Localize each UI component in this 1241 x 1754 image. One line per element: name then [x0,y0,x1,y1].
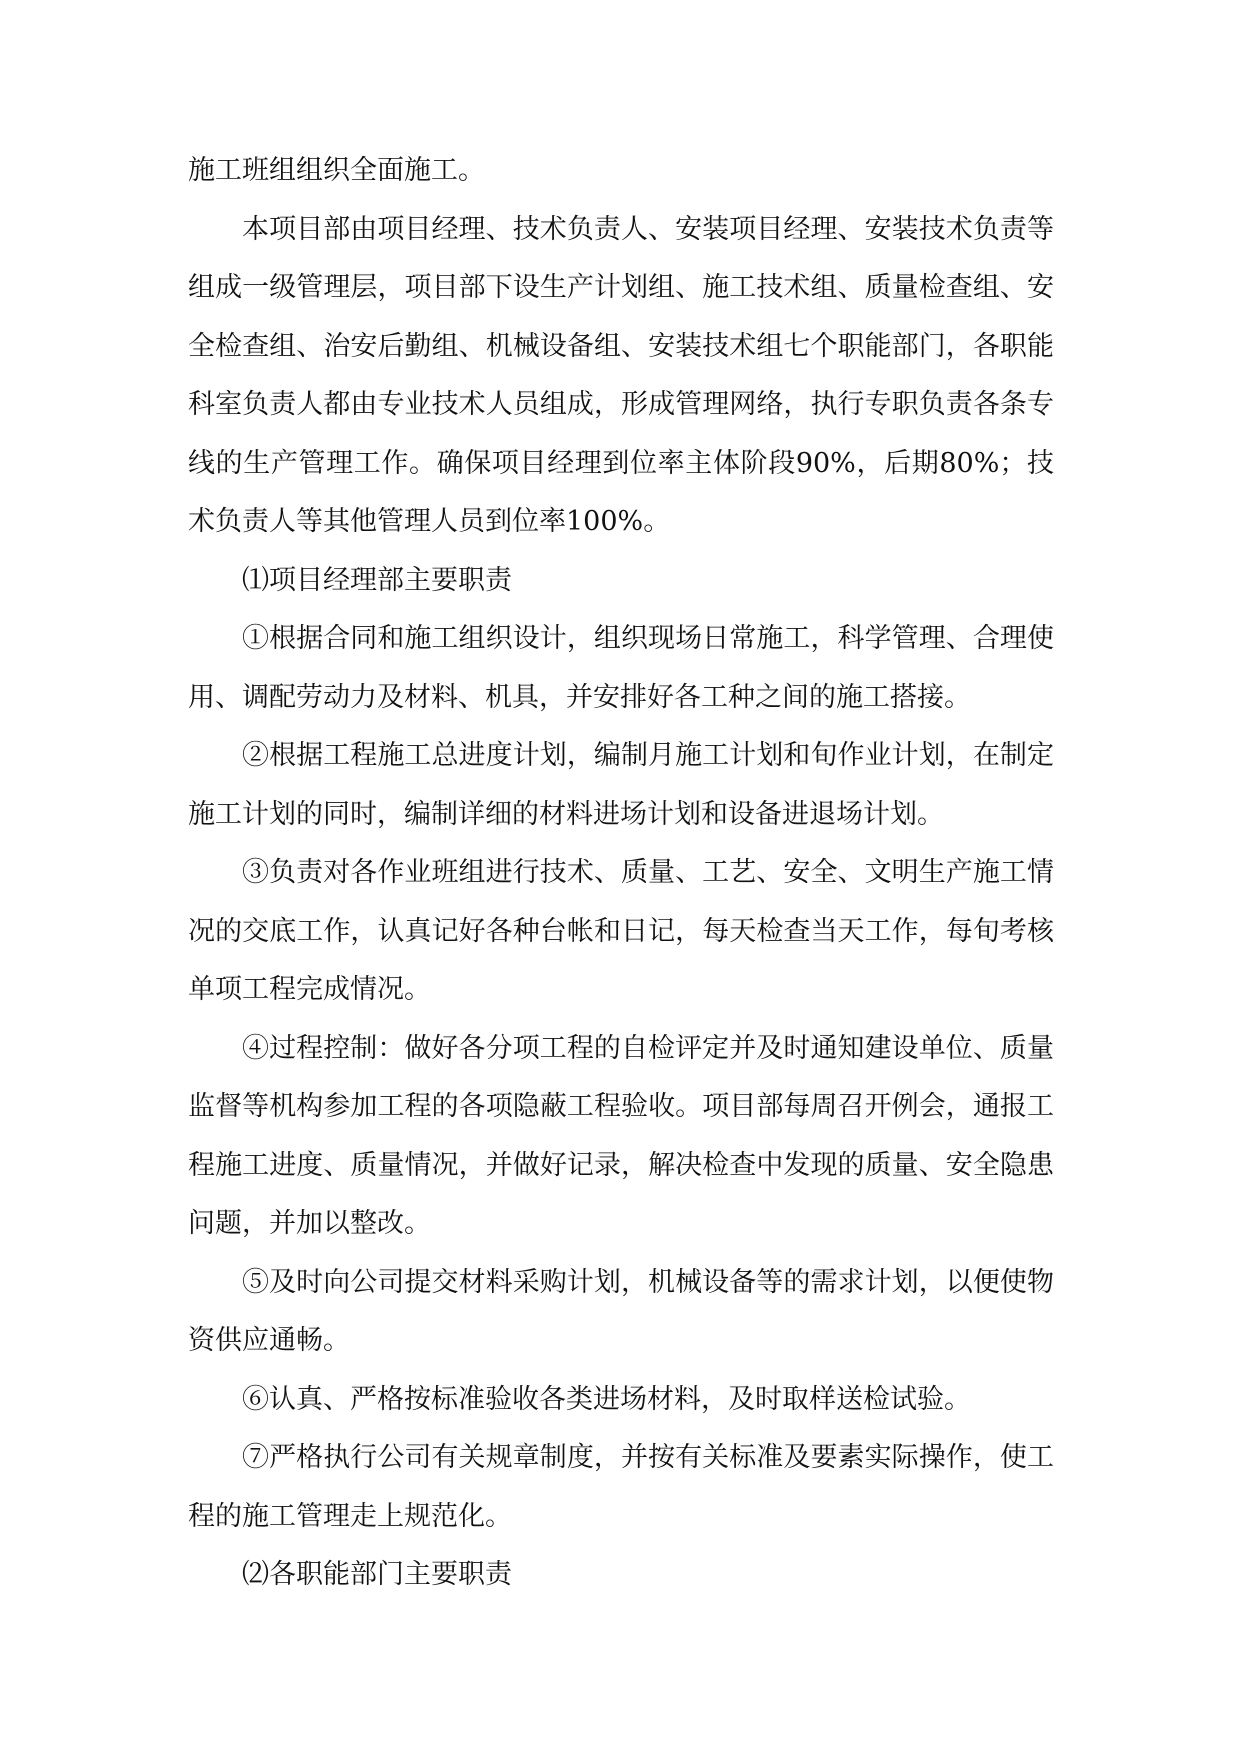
list-item-4: ④过程控制：做好各分项工程的自检评定并及时通知建设单位、质量监督等机构参加工程的各项隐蔽工程验收。项目部每周召开例会，通报工程施工进度、质量情况，并做好记录，解决检查中发现的质量、安全隐患问题，并加以整改。 [188,1032,1054,1239]
list-item-2: ②根据工程施工总进度计划，编制月施工计划和旬作业计划，在制定施工计划的同时，编制详细的材料进场计划和设备进退场计划。 [188,740,1054,830]
section-heading-1: ⑴项目经理部主要职责 [242,564,512,596]
list-item-1: ①根据合同和施工组织设计，组织现场日常施工，科学管理、合理使用、调配劳动力及材料、机具，并安排好各工种之间的施工搭接。 [188,623,1054,713]
document-body [188,142,1054,1605]
paragraph-project-department: 本项目部由项目经理、技术负责人、安装项目经理、安装技术负责等组成一级管理层，项目部下设生产计划组、施工技术组、质量检查组、安全检查组、治安后勤组、机械设备组、安装技术组七个职能部门，各职能科室负责人都由专业技术人员组成，形成管理网络，执行专职负责各条专线的生产管理工作。确保项目经理到位率主体阶段90%，后期80%；技术负责人等其他管理人员到位率100%。 [188,213,1054,537]
list-item-3: ③负责对各作业班组进行技术、质量、工艺、安全、文明生产施工情况的交底工作，认真记好各种台帐和日记，每天检查当天工作，每旬考核单项工程完成情况。 [188,857,1054,1005]
list-item-5: ⑤及时向公司提交材料采购计划，机械设备等的需求计划，以便使物资供应通畅。 [188,1266,1054,1356]
section-heading-2: ⑵各职能部门主要职责 [242,1559,512,1590]
list-item-6: ⑥认真、严格按标准验收各类进场材料，及时取样送检试验。 [242,1383,971,1415]
paragraph-continuation: 施工班组组织全面施工。 [188,155,485,186]
list-item-7: ⑦严格执行公司有关规章制度，并按有关标准及要素实际操作，使工程的施工管理走上规范化。 [188,1442,1054,1532]
